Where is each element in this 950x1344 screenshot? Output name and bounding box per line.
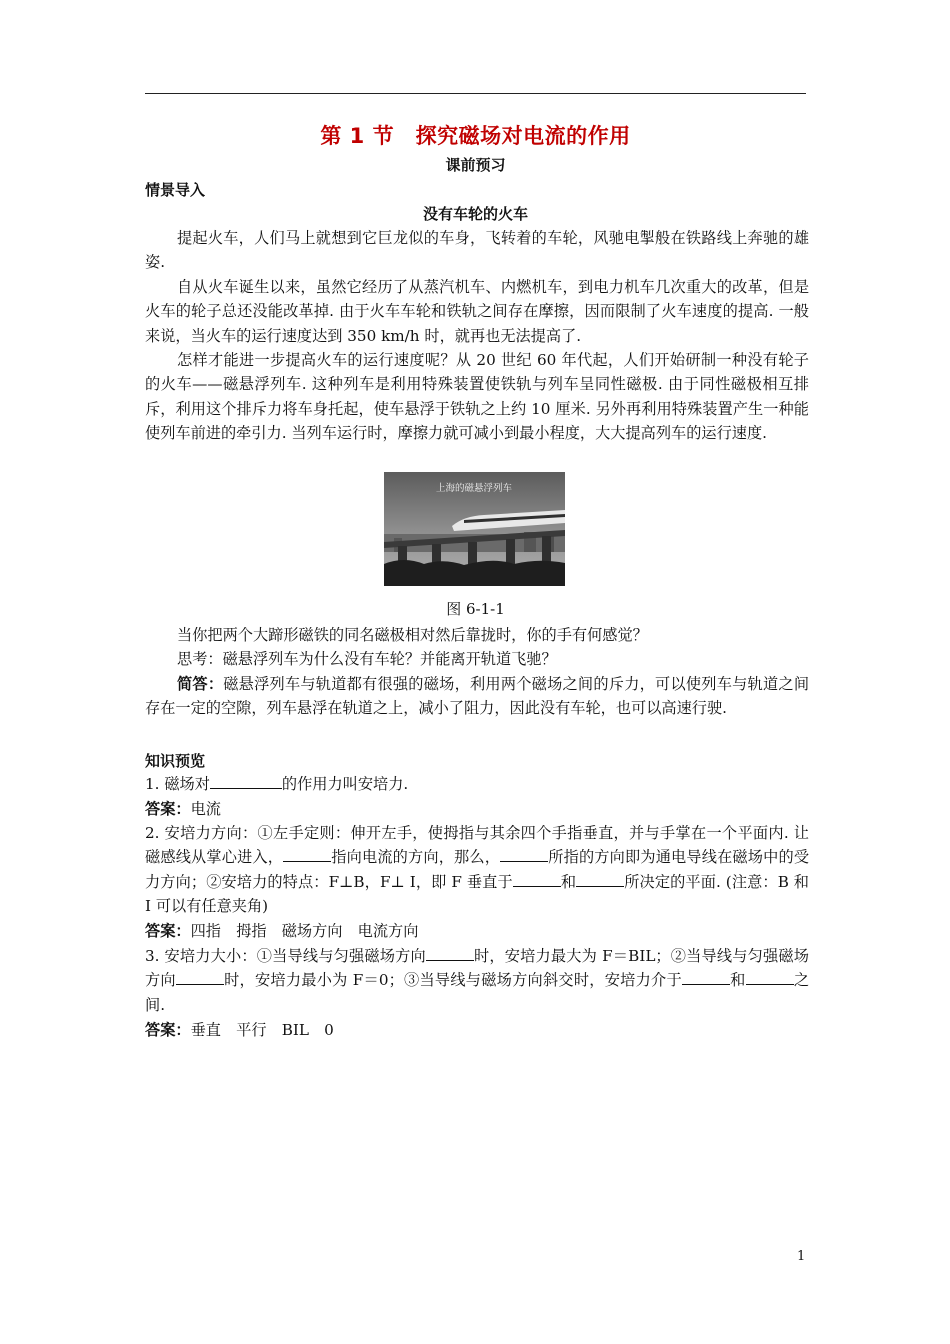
q1-text-a: 1. 磁场对 (145, 775, 210, 793)
q3-text-d: 和 (729, 971, 746, 990)
answer-1-text: 电流 (190, 800, 221, 818)
answer-label: 答案： (145, 1021, 191, 1039)
fill-blank[interactable] (513, 872, 561, 887)
answer-1 (145, 797, 809, 821)
page-number: 1 (797, 1249, 806, 1264)
article-title: 没有车轮的火车 (422, 205, 528, 223)
fill-blank[interactable] (176, 970, 224, 985)
q2-text-d: 和 (560, 872, 577, 891)
brief-answer-label: 简答： (177, 675, 224, 693)
answer-3 (145, 1018, 809, 1042)
question-1 (145, 772, 809, 796)
answer-2 (145, 919, 809, 943)
fill-blank[interactable] (746, 970, 794, 985)
answer-label: 答案： (145, 922, 191, 940)
q2-text-e: 所决定的平面. (注意：B 和 I 可以有任意夹角) (145, 872, 809, 916)
brief-answer-text: 磁悬浮列车与轨道都有很强的磁场，利用两个磁场之间的斥力，可以使列车与轨道之间存在一定的空隙，列车悬浮在轨道之上，减小了阻力，因此没有车轮，也可以高速行驶. (145, 675, 810, 718)
fill-blank[interactable] (210, 774, 282, 789)
q2-text-b: 指向电流的方向，那么， (331, 848, 501, 867)
paragraph-3: 怎样才能进一步提高火车的运行速度呢？从 20 世纪 60 年代起，人们开始研制一种没有轮子的火车——磁悬浮列车. 这种列车是利用特殊装置使铁轨与列车呈同性磁极. 由于同性磁极相互排斥，利用这个排斥力将车身托起，使车悬浮于铁轨之上约 10 厘米. 另外再利用特殊装置产生一种能使列车前进的牵引力. 当列车运行时，摩擦力就可减小到最小程度，大大提高列车的运行速度. (145, 351, 809, 443)
q2-text-c: 所指的方向即为通电导线在磁场中的受力方向；②安培力的特点：F⊥B，F⊥ I，即 F 垂直于 (145, 848, 810, 891)
think-text: 思考：磁悬浮列车为什么没有车轮？并能离开轨道飞驰？ (177, 650, 557, 668)
paragraph-2: 自从火车诞生以来，虽然它经历了从蒸汽机车、内燃机车，到电力机车几次重大的改革，但是火车的轮子总还没能改革掉. 由于火车车轮和铁轨之间存在摩擦，因而限制了火车速度的提高. 一般来说，当火车的运行速度达到 350 km/h 时，就再也无法提高了. (145, 278, 809, 345)
fill-blank[interactable] (283, 847, 331, 862)
q2-text-a: 2. 安培力方向：①左手定则：伸开左手，使拇指与其余四个手指垂直，并与手掌在一个平面内. 让磁感线从掌心进入， (145, 824, 809, 867)
q3-text-a: 3. 安培力大小：①当导线与匀强磁场方向 (145, 947, 426, 965)
q1-text-b: 的作用力叫安培力. (281, 775, 409, 793)
q3-text-b: 时，安培力最大为 F＝BIL；②当导线与匀强磁场方向 (145, 947, 809, 990)
answer-3-text: 垂直 平行 BIL 0 (190, 1021, 334, 1039)
question-3 (145, 944, 809, 1017)
paragraph-1: 提起火车，人们马上就想到它巨龙似的车身，飞转着的车轮，风驰电掣般在铁路线上奔驰的雄姿. (145, 229, 809, 272)
header-rule (145, 93, 806, 94)
fill-blank[interactable] (682, 970, 730, 985)
section-heading-intro: 情景导入 (145, 181, 206, 199)
fill-blank[interactable] (576, 872, 624, 887)
q3-text-c: 时，安培力最小为 F＝0；③当导线与磁场方向斜交时，安培力介于 (223, 971, 682, 990)
fill-blank[interactable] (500, 847, 548, 862)
photo-label: 上海的磁悬浮列车 (435, 483, 513, 494)
page-subtitle: 课前预习 (445, 156, 506, 174)
page-title: 第 1 节 探究磁场对电流的作用 (320, 124, 631, 148)
maglev-photo-illustration (384, 472, 565, 586)
question-2 (145, 821, 809, 919)
answer-label: 答案： (145, 800, 191, 818)
maglev-train-photo (384, 472, 565, 586)
section-heading-preview: 知识预览 (145, 752, 206, 770)
fill-blank[interactable] (426, 946, 474, 961)
figure-caption: 图 6-1-1 (446, 600, 505, 618)
answer-2-text: 四指 拇指 磁场方向 电流方向 (190, 922, 419, 940)
question-text: 当你把两个大蹄形磁铁的同名磁极相对然后靠拢时，你的手有何感觉？ (177, 626, 648, 644)
brief-answer (145, 672, 809, 721)
q3-text-e: 之间. (145, 971, 810, 1014)
